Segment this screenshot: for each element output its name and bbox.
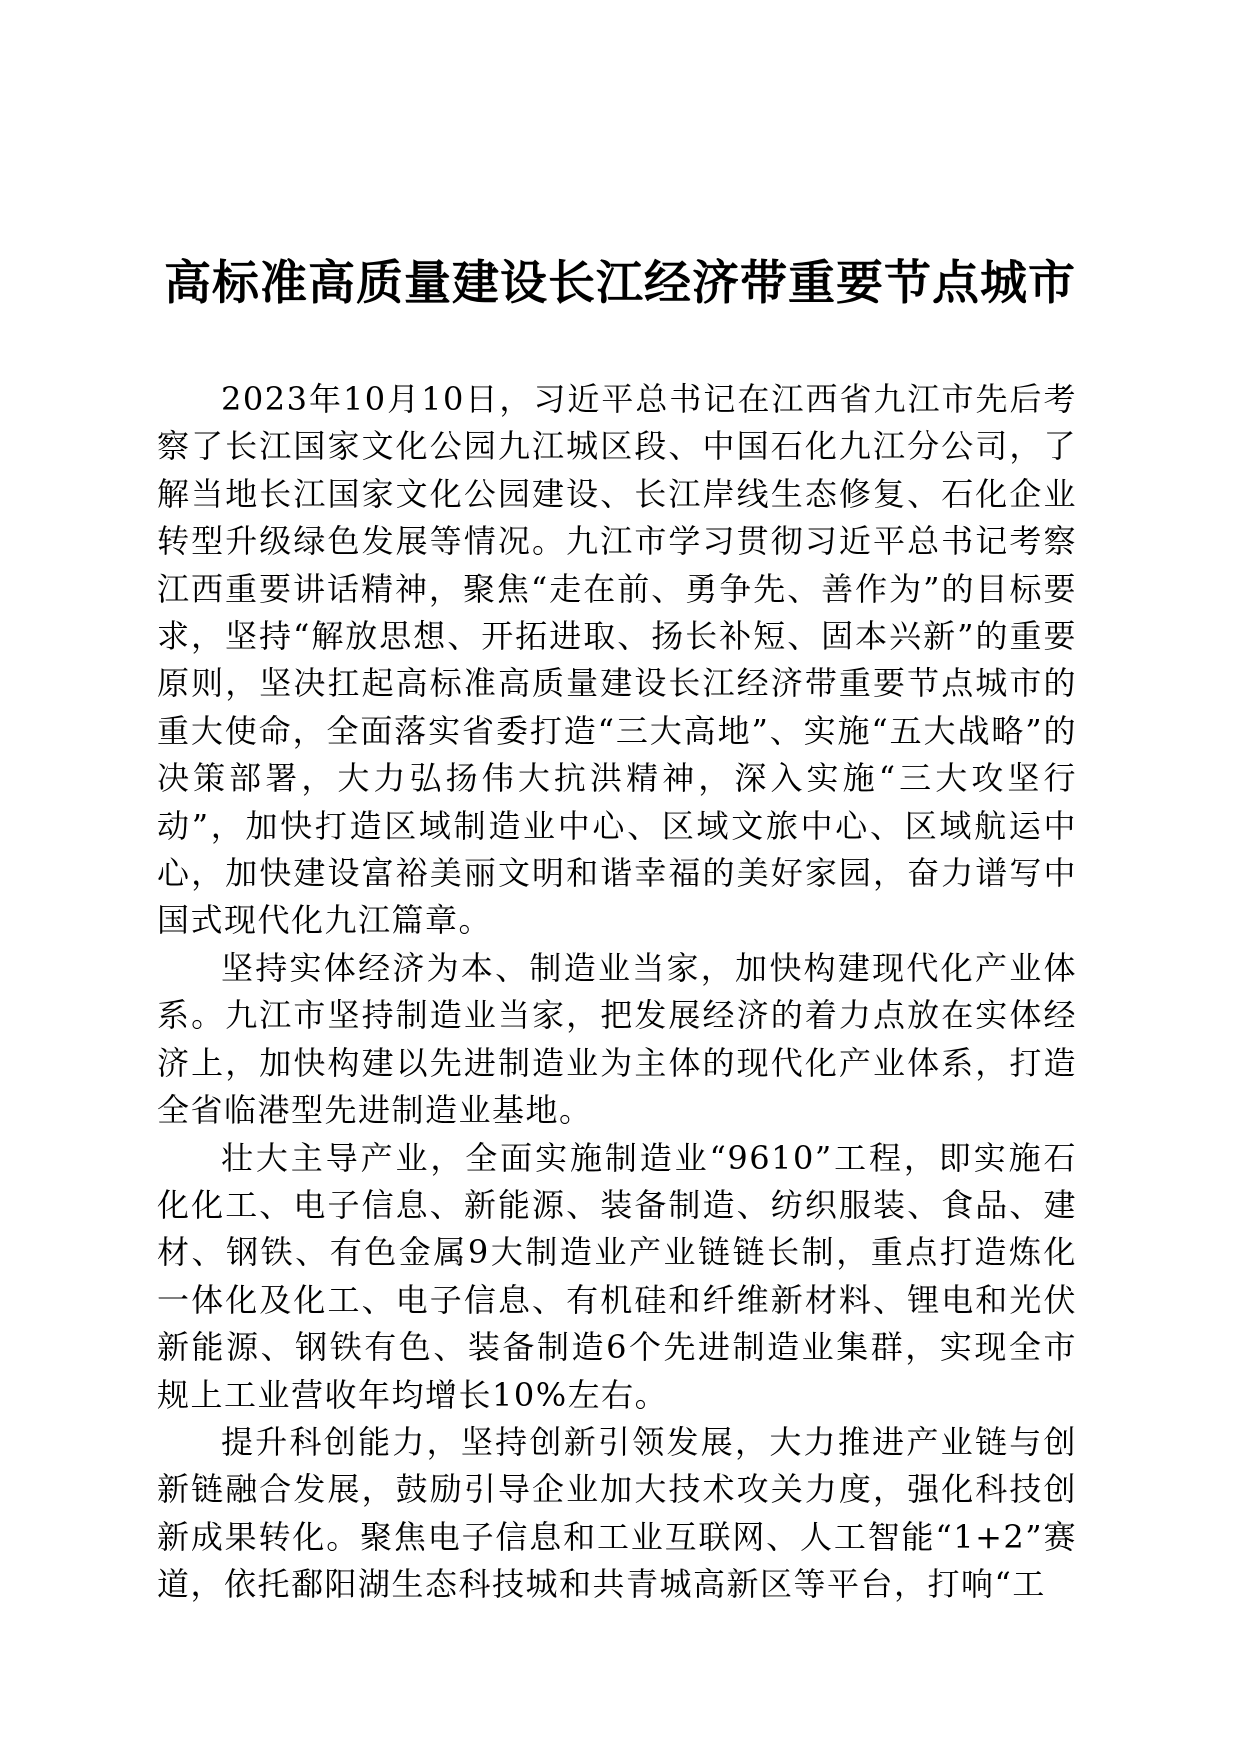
paragraph: 2023年10月10日，习近平总书记在江西省九江市先后考察了长江国家文化公园九江城区段、中国石化九江分公司，了解当地长江国家文化公园建设、长江岸线生态修复、石化企业转型升级绿色发展等情况。九江市学习贯彻习近平总书记考察江西重要讲话精神，聚焦“走在前、勇争先、善作为”的目标要求，坚持“解放思想、开拓进取、扬长补短、固本兴新”的重要原则，坚决扛起高标准高质量建设长江经济带重要节点城市的重大使命，全面落实省委打造“三大高地”、实施“五大战略”的决策部署，大力弘扬伟大抗洪精神，深入实施“三大攻坚行动”，加快打造区域制造业中心、区域文旅中心、区域航运中心，加快建设富裕美丽文明和谐幸福的美好家园，奋力谱写中国式现代化九江篇章。 — [157, 380, 1077, 940]
document-title: 高标准高质量建设长江经济带重要节点城市 — [164, 256, 1076, 311]
paragraph: 壮大主导产业，全面实施制造业“9610”工程，即实施石化化工、电子信息、新能源、装备制造、纺织服装、食品、建材、钢铁、有色金属9大制造业产业链链长制，重点打造炼化一体化及化工、电子信息、有机硅和纤维新材料、锂电和光伏新能源、钢铁有色、装备制造6个先进制造业集群，实现全市规上工业营收年均增长10%左右。 — [157, 1138, 1077, 1414]
paragraph: 坚持实体经济为本、制造业当家，加快构建现代化产业体系。九江市坚持制造业当家，把发展经济的着力点放在实体经济上，加快构建以先进制造业为主体的现代化产业体系，打造全省临港型先进制造业基地。 — [157, 948, 1077, 1130]
paragraph: 提升科创能力，坚持创新引领发展，大力推进产业链与创新链融合发展，鼓励引导企业加大技术攻关力度，强化科技创新成果转化。聚焦电子信息和工业互联网、人工智能“1+2”赛道，依托鄱阳湖生态科技城和共青城高新区等平台，打响“工 — [157, 1422, 1077, 1604]
document-body — [157, 376, 1077, 1609]
